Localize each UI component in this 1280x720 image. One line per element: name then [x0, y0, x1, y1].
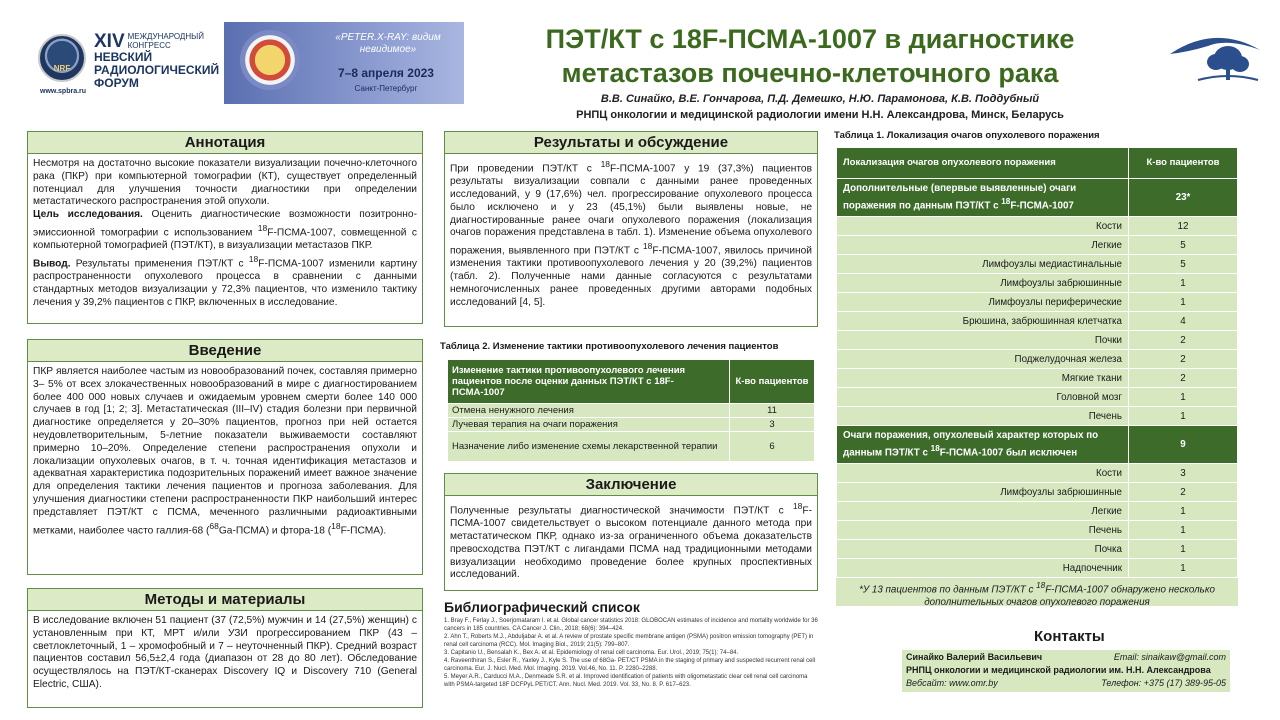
- intro-text-b: Ga-ПСМА) и фтора-18 (: [218, 524, 332, 536]
- forum-small: [128, 32, 204, 50]
- table1: [836, 147, 1238, 578]
- table1-row-count: 1: [1129, 274, 1238, 293]
- results-section: [444, 131, 818, 327]
- annotation-conclusion: [33, 253, 417, 310]
- table1-row-count: 12: [1129, 217, 1238, 236]
- table1-row-count: 1: [1129, 388, 1238, 407]
- note-sup: 18: [1036, 581, 1046, 590]
- table1-row-count: 2: [1129, 483, 1238, 502]
- table1-row-count: 1: [1129, 540, 1238, 559]
- conclusion-section: [444, 473, 818, 591]
- banner-seal-icon: [240, 30, 300, 90]
- table1-row-count: 1: [1129, 293, 1238, 312]
- table-row: [837, 407, 1238, 426]
- methods-body: [28, 611, 422, 696]
- contact-email[interactable]: Email: sinaikaw@gmail.com: [1113, 652, 1226, 662]
- results-text-b: F-ПСМА-1007 у 19 (37,3%) пациентов результаты визуализации совпали с данными ранее проведенных исследований, у 9 (17,6%) чел. прогрессирование опухолевого процесса было исключено и у 23 (45,1%) были выявлены новые, не диагностированные ранее очаги опухолевого поражения (локализация очагов поражения представлена в табл. 1). Изменение объема опухолевого поражения, выявленного при ПЭТ/КТ с: [450, 163, 812, 257]
- introduction-text: [33, 366, 417, 538]
- table-row: [448, 432, 815, 462]
- intro-sup2: 18: [331, 520, 341, 531]
- group2-label-a: Очаги поражения, опухолевый характер которых по данным ПЭТ/КТ с: [843, 430, 1099, 459]
- contact-org: РНПЦ онкологии и медицинской радиологии им. Н.Н. Александрова: [906, 665, 1211, 675]
- table-row: [837, 350, 1238, 369]
- forum-emblem-text: NRF: [53, 64, 71, 73]
- table1-row-label: Брюшина, забрюшинная клетчатка: [837, 312, 1129, 331]
- table1-row-count: 1: [1129, 521, 1238, 540]
- table-row: [837, 502, 1238, 521]
- table1-row-count: 2: [1129, 350, 1238, 369]
- methods-title: Методы и материалы: [28, 589, 422, 611]
- table1-row-count: 5: [1129, 255, 1238, 274]
- annotation-aim: [33, 209, 417, 253]
- table-row: [837, 255, 1238, 274]
- introduction-title: Введение: [28, 340, 422, 362]
- intro-text-a: ПКР является наиболее частым из новообразований почек, составляя примерно 3– 5% от всех злокачественных новообразований в мире с диагностированием более 400 000 новых случаев и ожидаемым уровнем смерти более 140 000 случаев в год [1; 2; 3]. Метастатическая (III–IV) стадия болезни при первичной диагностике определяется у 20–30% пациентов, прогноз при ней остается неудовлетворительным, 5-летние показатели выживаемости составляют примерно 10–20%. Определение степени распространения опухоли и локализации опухолевых очагов, в т. ч. точная идентификация метастазов и адекватная характеристика подозрительных поражений имеет важное значение для определения тактики лечения пациентов и прогноза заболевания. Для улучшения диагностики степени распространенности ПКР наибольший интерес представляет ПЭТ/КТ с ПСМА, меченного различными радиоактивными метками, наиболее часто галлия-68 (: [33, 366, 417, 536]
- contact-name: Синайко Валерий Васильевич: [906, 652, 1043, 662]
- table1-row-label: Лимфоузлы забрюшинные: [837, 483, 1129, 502]
- concl2-text-b: F-ПСМА-1007 свидетельствует о высоком потенциале данного метода при метастатическом ПКР, однако из-за ограниченного объема доказательств превосходства ПЭТ/КТ с лигандами ПСМА над традиционными методами визуализации необходимо проведение более крупных проспективных исследований.: [450, 505, 812, 581]
- table2-row-count: 6: [730, 432, 815, 462]
- conclusion-text: [450, 500, 812, 582]
- methods-section: [27, 588, 423, 708]
- table1-header-row: [837, 148, 1238, 179]
- table1-row-label: Кости: [837, 217, 1129, 236]
- forum-line3: НЕВСКИЙ: [94, 50, 153, 64]
- table1-row-count: 4: [1129, 312, 1238, 331]
- aim-sup: 18: [257, 222, 268, 233]
- contacts-row: [906, 651, 1226, 664]
- list-item: 4. Raveenthiran S., Esler R., Yaxley J., Kyle S. The use of 68Ga- PET/CT PSMA in the staging of primary and suspected recurrent renal cell carcinoma. Eur. J. Nucl. Med. Mol. Imaging. 2019. Vol.46, No. 11. P. 2280–2288.: [444, 658, 816, 672]
- table1-group2-label: [837, 426, 1129, 464]
- table2-row-label: Отмена ненужного лечения: [448, 404, 730, 418]
- table1-row-label: Легкие: [837, 236, 1129, 255]
- contact-phone: Телефон: +375 (17) 389-95-05: [1101, 678, 1226, 688]
- table-row: [837, 331, 1238, 350]
- table2-header-row: [448, 360, 815, 404]
- table2-row-count: 11: [730, 404, 815, 418]
- methods-text: В исследование включен 51 пациент (37 (72,5%) мужчин и 14 (27,5%) женщин) с установленным при КТ, МРТ и/или УЗИ прогрессированием ПКР (43 – светлоклеточный, 1 – хромофобный и 7 – неуточненный ПКР). Средний возраст пациентов составил 56,5±2,4 года (диапазон от 28 до 80 лет). Обследование осуществлялось на ПЭТ/КТ-сканерах Discovery IQ и Discovery 710 (General Electric, США).: [33, 615, 417, 690]
- group1-label-b: F-ПСМА-1007: [1010, 200, 1074, 212]
- table1-group1-count: 23*: [1129, 179, 1238, 217]
- note-b: F-ПСМА-1007 обнаружено несколько дополнительных очагов опухолевого поражения: [924, 584, 1215, 609]
- aim-label: Цель исследования.: [33, 209, 143, 221]
- table1-row-label: Лимфоузлы забрюшинные: [837, 274, 1129, 293]
- contact-website[interactable]: Вебсайт: www.omr.by: [906, 678, 998, 688]
- congress-banner: [224, 22, 464, 104]
- table1-row-label: Головной мозг: [837, 388, 1129, 407]
- forum-roman: XIV: [94, 31, 125, 52]
- annotation-title: Аннотация: [28, 132, 422, 154]
- forum-url[interactable]: www.spbra.ru: [40, 88, 87, 95]
- table2-row-label: Лучевая терапия на очаги поражения: [448, 418, 730, 432]
- list-item: 1. Bray F., Ferlay J., Soerjomataram I. et al. Global cancer statistics 2018: GLOBOCAN estimates of incidence and mortality worldwide for 36 cancers in 185 countries. CA Cancer J. Clin., 2018; 68(6): 394–424.: [444, 618, 818, 632]
- bibliography-title: Библиографический список: [444, 599, 640, 615]
- list-item: 3. Capitanio U., Bensalah K., Bex A. et al. Epidemiology of renal cell carcinoma. Eur. Urol., 2019; 75(1): 74–84.: [444, 650, 739, 656]
- forum-line5: ФОРУМ: [94, 76, 139, 90]
- table-row: [837, 274, 1238, 293]
- results-sup2: 18: [642, 241, 653, 252]
- table2: [447, 359, 815, 462]
- table-row: [837, 293, 1238, 312]
- group2-sup: 18: [930, 444, 940, 454]
- note-a: *У 13 пациентов по данным ПЭТ/КТ с: [859, 584, 1037, 596]
- table-row: [448, 418, 815, 432]
- table1-row-label: Почка: [837, 540, 1129, 559]
- table1-row-count: 2: [1129, 331, 1238, 350]
- introduction-body: [28, 362, 422, 542]
- results-sup1: 18: [600, 159, 611, 169]
- table-row: [837, 369, 1238, 388]
- contacts-title: Контакты: [1034, 628, 1105, 645]
- list-item: 5. Meyer A.R., Carducci M.A., Denmeade S.R. et al. Improved identification of patients with oligometastatic clear cell renal cell carcinoma with PSMA-targeted 18F DCFPyL PET/CT. Ann. Nucl. Med. 2019. Vol. 33, No. 8. P. 617–623.: [444, 674, 808, 688]
- concl2-sup: 18: [792, 501, 803, 511]
- table1-row-label: Печень: [837, 407, 1129, 426]
- table-row: [837, 217, 1238, 236]
- results-text: [450, 158, 812, 310]
- table1-row-label: Надпочечник: [837, 559, 1129, 578]
- table-row: [837, 559, 1238, 578]
- banner-dates: 7–8 апреля 2023: [338, 66, 434, 80]
- table-row: [837, 312, 1238, 331]
- results-title: Результаты и обсуждение: [445, 132, 817, 154]
- conclusion-body: [445, 496, 817, 586]
- table1-row-label: Кости: [837, 464, 1129, 483]
- table1-group2-count: 9: [1129, 426, 1238, 464]
- table-row: [837, 236, 1238, 255]
- conclusion-label: Вывод.: [33, 258, 71, 270]
- concl-text-a: Результаты применения ПЭТ/КТ с: [70, 258, 249, 270]
- forum-line2: КОНГРЕСС: [127, 41, 171, 50]
- authors: В.В. Синайко, В.Е. Гончарова, П.Д. Демешко, Н.Ю. Парамонова, К.В. Поддубный: [600, 93, 1040, 105]
- intro-sup1: 68: [209, 520, 219, 531]
- table1-row-count: 3: [1129, 464, 1238, 483]
- table-row: [448, 404, 815, 418]
- contacts-row: [906, 677, 1226, 690]
- results-text-a: При проведении ПЭТ/КТ с: [450, 163, 601, 175]
- table1-row-count: 1: [1129, 559, 1238, 578]
- table1-row-label: Поджелудочная железа: [837, 350, 1129, 369]
- concl-text-b: F-ПСМА-1007 изменили картину распространенности опухолевого процесса в сравнении с данными стандартных методов визуализации у 72,3% пациентов, что изменило тактику лечения у 39,2% пациентов с ПКР, включенных в исследование.: [33, 258, 418, 308]
- table-row: [837, 540, 1238, 559]
- table1-row-count: 1: [1129, 502, 1238, 521]
- table-row: [837, 521, 1238, 540]
- table1-row-label: Мягкие ткани: [837, 369, 1129, 388]
- institute-logo: [1168, 28, 1262, 84]
- forum-line1: МЕЖДУНАРОДНЫЙ: [127, 32, 204, 41]
- group1-sup: 18: [1001, 197, 1011, 207]
- forum-emblem: [38, 34, 86, 82]
- table2-header-label: Изменение тактики противоопухолевого лечения пациентов после оценки данных ПЭТ/КТ с 18F-ПСМА-1007: [448, 360, 730, 404]
- table1-row-label: Легкие: [837, 502, 1129, 521]
- table2-caption: Таблица 2. Изменение тактики противоопухолевого лечения пациентов: [440, 341, 779, 352]
- banner-tagline: «PETER.X-RAY: видим невидимое»: [335, 32, 441, 55]
- table-row: [837, 464, 1238, 483]
- table1-row-count: 5: [1129, 236, 1238, 255]
- table1-group-row: [837, 179, 1238, 217]
- contacts-block: [902, 650, 1230, 692]
- table1-caption: Таблица 1. Локализация очагов опухолевого поражения: [834, 130, 1100, 141]
- poster-title: ПЭТ/КТ с 18F-ПСМА-1007 в диагностике метастазов почечно-клеточного рака: [545, 24, 1075, 88]
- table1-row-label: Печень: [837, 521, 1129, 540]
- forum-logo: [36, 22, 220, 104]
- table2-row-label: Назначение либо изменение схемы лекарственной терапии: [448, 432, 730, 462]
- table-row: [837, 483, 1238, 502]
- annotation-section: [27, 131, 423, 324]
- group2-label-b: F-ПСМА-1007 был исключен: [939, 447, 1078, 459]
- conclusion-title: Заключение: [445, 474, 817, 496]
- table1-header-label: Локализация очагов опухолевого поражения: [837, 148, 1129, 179]
- annotation-intro: Несмотря на достаточно высокие показатели визуализации почечно-клеточного рака (ПКР) при компьютерной томографии (КТ), существует определенный потенциал для улучшения точности диагностики при определении метастатического распространения этой опухоли.: [33, 158, 417, 208]
- table1-row-label: Лимфоузлы медиастинальные: [837, 255, 1129, 274]
- table1-row-count: 1: [1129, 407, 1238, 426]
- table1-row-count: 2: [1129, 369, 1238, 388]
- banner-city: Санкт-Петербург: [354, 84, 418, 93]
- table2-header-count: К-во пациентов: [730, 360, 815, 404]
- table-row: [837, 388, 1238, 407]
- forum-text: [94, 32, 219, 90]
- affiliation: РНПЦ онкологии и медицинской радиологии имени Н.Н. Александрова, Минск, Беларусь: [576, 109, 1064, 121]
- aim-text-b: F-ПСМА-1007, совмещенной с компьютерной томографией (ПЭТ/КТ), в визуализации метастазов ПКР.: [33, 227, 417, 252]
- bibliography-list: [444, 617, 818, 689]
- intro-text-c: F-ПСМА).: [340, 524, 387, 536]
- table1-header-count: К-во пациентов: [1129, 148, 1238, 179]
- annotation-body: [28, 154, 422, 314]
- table1-row-label: Почки: [837, 331, 1129, 350]
- group1-label-a: Дополнительные (впервые выявленные) очаги поражения по данным ПЭТ/КТ с: [843, 183, 1077, 212]
- table2-row-count: 3: [730, 418, 815, 432]
- results-text-c: F-ПСМА-1007, явилось причиной изменения тактики противоопухолевого лечения у 20 (39,2%) пациентов (табл. 2). Полученные нами данные согласуются с результатами немногочисленных ранее проведенных другими авторами подобных исследований [4, 5].: [450, 245, 813, 308]
- introduction-section: [27, 339, 423, 575]
- list-item: 2. Ahn T., Roberts M.J., Abduljabar A. et al. A review of prostate specific membrane antigen (PSMA) positron emission tomography (PET) in renal cell carcinoma (RCC). Mol. Imaging Biol., 2019; 21(5): 799–807.: [444, 634, 814, 648]
- concl2-text-a: Полученные результаты диагностической значимости ПЭТ/КТ с: [450, 505, 793, 517]
- results-body: [445, 154, 817, 314]
- concl-sup: 18: [248, 253, 259, 264]
- table1-row-label: Лимфоузлы периферические: [837, 293, 1129, 312]
- table1-group-row: [837, 426, 1238, 464]
- table1-group1-label: [837, 179, 1129, 217]
- table1-footnote: [836, 578, 1238, 609]
- aim-text-a: Оценить диагностические возможности позитронно-эмиссионной томографии с использованием: [33, 209, 417, 239]
- forum-line4: РАДИОЛОГИЧЕСКИЙ: [94, 63, 220, 77]
